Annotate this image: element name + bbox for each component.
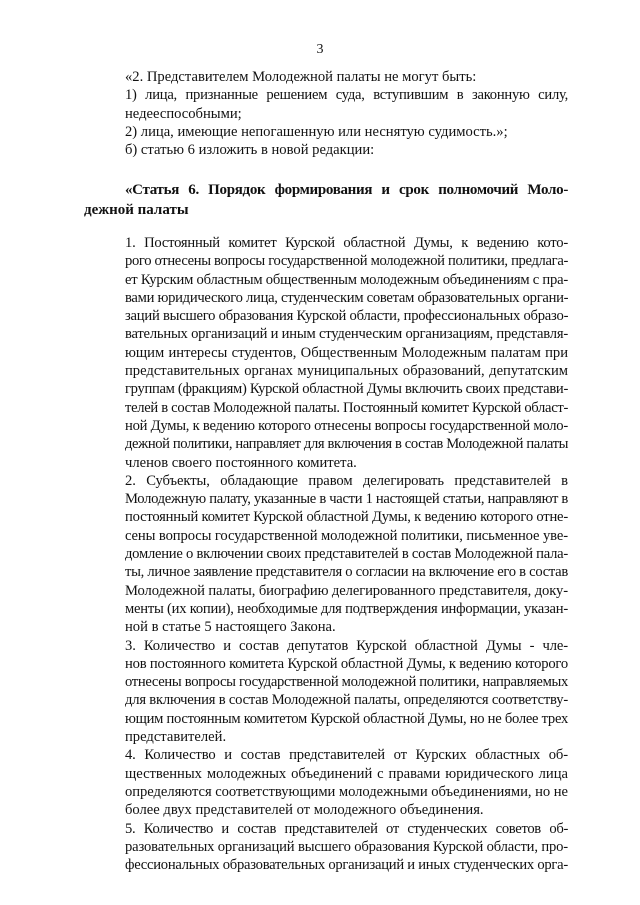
text-line: Молодежной палаты, биографию делегированного представителя, доку- — [125, 582, 568, 599]
text-line: ной в статье 5 настоящего Закона. — [125, 619, 336, 636]
text-line: разовательных организаций высшего образования Курской области, про- — [125, 838, 568, 855]
text-line: членов своего постоянного комитета. — [125, 454, 357, 471]
text-line: ющим интересы студентов, Общественным Молодежным палатам при — [125, 344, 568, 361]
text-line: сены вопросы государственной молодежной политики, письменное уве- — [125, 527, 568, 544]
text-line: рого отнесены вопросы государственной молодежной политики, предлага- — [125, 253, 568, 270]
paragraph-1 — [84, 234, 568, 472]
page-number: 3 — [316, 42, 324, 57]
paragraph — [84, 86, 568, 123]
text-line: щественных молодежных объединений с правами юридического лица — [125, 765, 568, 782]
intro-section — [84, 68, 568, 159]
text-line: телей в состав Молодежной палаты. Постоянный комитет Курской област- — [125, 399, 568, 416]
text-line: домление о включении своих представителей в состав Молодежной пала- — [125, 546, 568, 563]
heading-line: «Статья 6. Порядок формирования и срок полномочий Моло- — [125, 182, 568, 198]
paragraph-4 — [84, 746, 568, 819]
text-line: представительных органах муниципальных образований, депутатским — [125, 363, 568, 380]
text-line: нов постоянного комитета Курской областной Думы, к ведению которого — [125, 655, 568, 672]
text-line: постоянный комитет Курской областной Думы, к ведению которого отне- — [125, 509, 568, 526]
text-line: 5. Количество и состав представителей от студенческих советов об- — [125, 820, 568, 837]
paragraph-5 — [84, 820, 568, 875]
text-line: 1. Постоянный комитет Курской областной Думы, к ведению кото- — [125, 235, 568, 251]
text-line: Молодежную палату, указанные в части 1 настоящей статьи, направляют в — [125, 491, 568, 508]
text-line: ной Думы, к ведению которого отнесены вопросы государственной моло- — [125, 417, 568, 434]
paragraph-3 — [84, 637, 568, 747]
text-line: заций высшего образования Курской области, профессиональных образо- — [125, 308, 569, 325]
text-line: группам (фракциям) Курской областной Думы включить своих представи- — [125, 381, 568, 398]
article-body — [84, 234, 568, 874]
article-heading — [84, 180, 568, 220]
paragraph — [84, 141, 568, 159]
text-line: ты, личное заявление представителя о согласии на включение его в состав — [125, 564, 568, 581]
text-line: определяются соответствующими молодежными объединениями, но не — [125, 783, 568, 800]
text-line: 3. Количество и состав депутатов Курской областной Думы - чле- — [125, 637, 568, 654]
paragraph — [84, 123, 568, 141]
heading-line: дежной палаты — [84, 202, 189, 218]
text-line: недееспособными; — [125, 105, 242, 122]
text-line: вательных организаций и иным студенческим организациям, представля- — [125, 326, 568, 343]
text-line: ющим постоянным комитетом Курской областной Думы, но не более трех — [125, 710, 568, 727]
text-line: фессиональных образовательных организаций и иных студенческих орга- — [125, 857, 568, 874]
text-line: менты (их копии), необходимые для подтверждения информации, указан- — [125, 600, 568, 617]
text-line: для включения в состав Молодежной палаты, определяются соответству- — [125, 692, 568, 709]
paragraph — [84, 68, 568, 86]
text-line: б) статью 6 изложить в новой редакции: — [125, 142, 375, 159]
text-line: представителей. — [125, 729, 227, 746]
text-line: 4. Количество и состав представителей от Курских областных об- — [125, 747, 568, 764]
text-line: более двух представителей от молодежного объединения. — [125, 802, 484, 819]
text-line: вами юридического лица, студенческим советам образовательных органи- — [125, 289, 569, 306]
text-line: «2. Представителем Молодежной палаты не могут быть: — [125, 69, 477, 85]
text-line: дежной политики, направляет для включения в состав Молодежной палаты — [125, 436, 568, 453]
text-line: отнесены вопросы государственной молодежной политики, направляемых — [125, 674, 568, 691]
paragraph-2 — [84, 472, 568, 637]
text-line: 2) лица, имеющие непогашенную или неснятую судимость.»; — [125, 123, 508, 140]
text-line: 2. Субъекты, обладающие правом делегировать представителей в — [125, 472, 568, 489]
text-line: 1) лица, признанные решением суда, вступившим в законную силу, — [125, 87, 568, 104]
text-line: ет Курским областным общественным молодежным объединениям с пра- — [125, 271, 568, 288]
